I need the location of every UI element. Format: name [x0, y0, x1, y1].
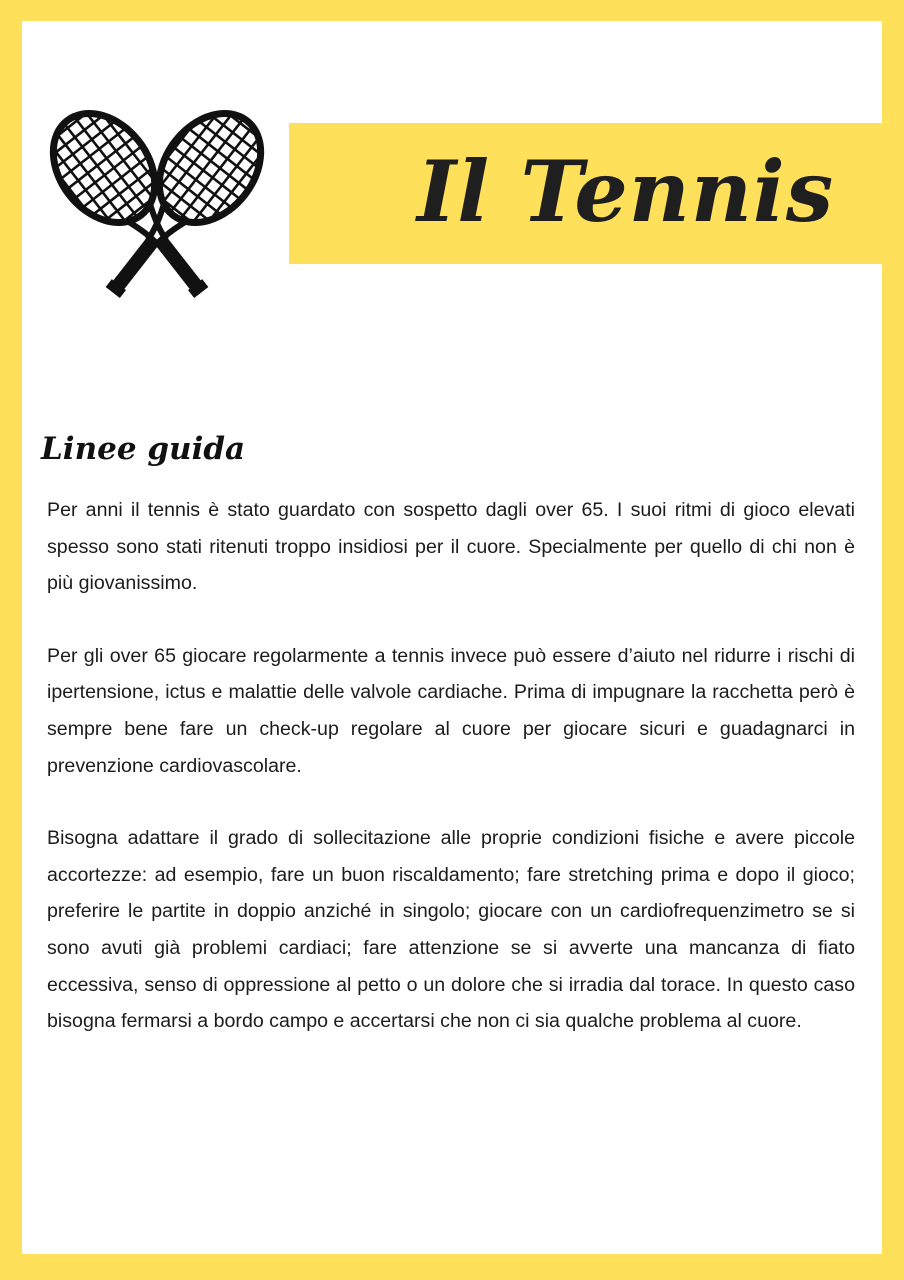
body-text — [47, 492, 855, 1076]
paragraph-1: Per anni il tennis è stato guardato con sospetto dagli over 65. I suoi ritmi di gioco elevati spesso sono stati ritenuti troppo insidiosi per il cuore. Specialmente per quello di chi non è più giovanissimo. — [47, 499, 855, 595]
paragraph-3: Bisogna adattare il grado di sollecitazione alle proprie condizioni fisiche e avere piccole accortezze: ad esempio, fare un buon riscaldamento; fare stretching prima e dopo il gioco; preferire le partite in doppio anziché in singolo; giocare con un cardiofrequenzimetro se si sono avuti già problemi cardiaci; fare attenzione se si avverte una mancanza di fiato eccessiva, senso di oppressione al petto o un dolore che si irradia dal torace. In questo caso bisogna fermarsi a bordo campo e accertarsi che non ci sia qualche problema al cuore. — [47, 827, 855, 1033]
paragraph-2: Per gli over 65 giocare regolarmente a tennis invece può essere d’aiuto nel ridurre i rischi di ipertensione, ictus e malattie delle valvole cardiache. Prima di impugnare la racchetta però è sempre bene fare un check-up regolare al cuore per giocare sicuri e guadagnarci in prevenzione cardiovascolare. — [47, 644, 855, 777]
title-banner — [289, 123, 882, 264]
page-title: Il Tennis — [417, 142, 835, 241]
crossed-tennis-rackets-icon — [38, 106, 274, 302]
section-heading: Linee guida — [41, 431, 246, 467]
